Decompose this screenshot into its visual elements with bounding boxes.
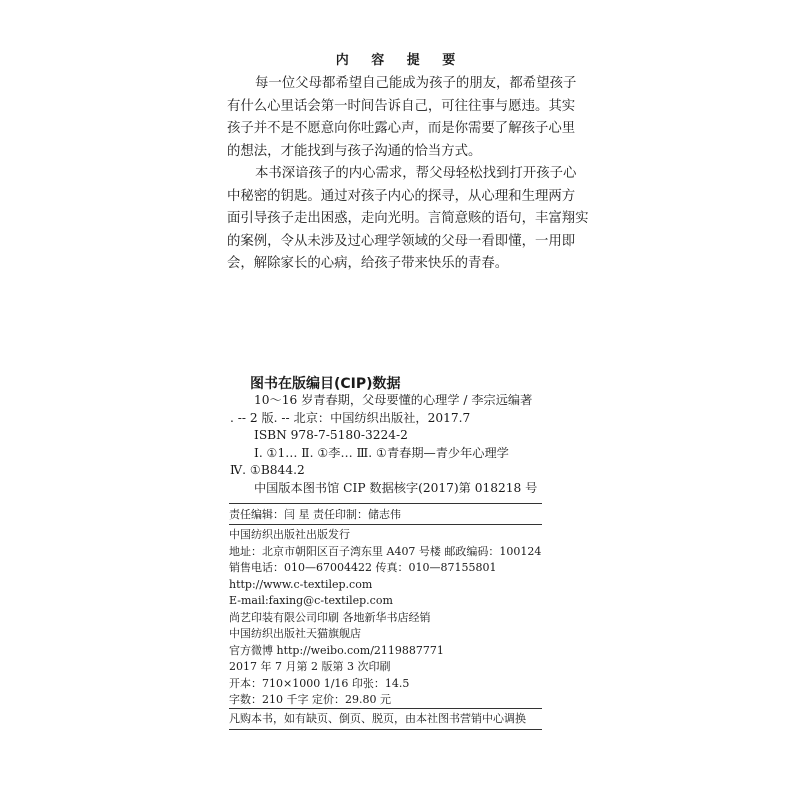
summary-paragraph-1 (227, 73, 577, 163)
text-line: 每一位父母都希望自己能成为孩子的朋友，都希望孩子 (255, 76, 577, 91)
format-info: 开本：710×1000 1/16 印张：14.5 (229, 676, 410, 690)
text-line: 会，解除家长的心病，给孩子带来快乐的青春。 (227, 256, 509, 271)
divider (229, 524, 542, 525)
text-line: 的想法，才能找到与孩子沟通的恰当方式。 (227, 143, 482, 159)
divider (229, 708, 542, 709)
price-info: 字数：210 千字 定价：29.80 元 (229, 693, 391, 706)
cip-isbn-line: ISBN 978-7-5180-3224-2 (254, 428, 408, 443)
publisher-address: 地址：北京市朝阳区百子湾东里 A407 号楼 邮政编码：100124 (229, 544, 542, 558)
cip-edition-line: . -- 2 版. -- 北京：中国纺织出版社，2017.7 (230, 410, 471, 425)
text-line: 有什么心里话会第一时间告诉自己，可往往事与愿违。其实 (227, 98, 576, 114)
return-notice: 凡购本书，如有缺页、倒页、脱页，由本社图书营销中心调换 (229, 712, 526, 725)
publisher-weibo: 官方微博 http://weibo.com/2119887771 (229, 643, 444, 657)
text-line: 本书深谙孩子的内心需求，帮父母轻松找到打开孩子心 (255, 166, 577, 181)
publisher-website: http://www.c-textilep.com (229, 577, 373, 591)
cip-title-line: 10～16 岁青春期，父母要懂的心理学 / 李宗远编著 (254, 393, 533, 407)
cip-classification-line: Ⅳ. ①B844.2 (230, 463, 305, 478)
divider (229, 729, 542, 730)
publisher-email: E-mail:faxing@c-textilep.com (229, 594, 393, 607)
text-line: 的案例，令从未涉及过心理学领域的父母一看即懂，一用即 (227, 233, 576, 249)
summary-title: 内 容 提 要 (335, 53, 465, 68)
cip-heading: 图书在版编目(CIP)数据 (250, 376, 401, 392)
print-edition: 2017 年 7 月第 2 版第 3 次印刷 (229, 660, 391, 673)
text-line: 孩子并不是不愿意向你吐露心声，而是你需要了解孩子心里 (227, 121, 576, 136)
summary-paragraph-2 (227, 163, 589, 276)
cip-record-line: 中国版本图书馆 CIP 数据核字(2017)第 018218 号 (254, 480, 538, 495)
publisher-phone: 销售电话：010—67004422 传真：010—87155801 (229, 561, 497, 574)
text-line: 面引导孩子走出困惑，走向光明。言简意赅的语句，丰富翔实 (227, 211, 589, 226)
text-line: 中秘密的钥匙。通过对孩子内心的探寻，从心理和生理两方 (227, 188, 576, 204)
cip-subject-line: Ⅰ. ①1… Ⅱ. ①李… Ⅲ. ①青春期—青少年心理学 (254, 445, 509, 460)
publisher-block (229, 527, 541, 709)
cip-block (230, 392, 537, 498)
divider (229, 503, 542, 504)
publisher-store: 中国纺织出版社天猫旗舰店 (229, 627, 361, 640)
publisher-printer: 尚艺印装有限公司印刷 各地新华书店经销 (229, 610, 431, 624)
publisher-name: 中国纺织出版社出版发行 (229, 528, 350, 541)
editors-line: 责任编辑：闫 星 责任印制：储志伟 (229, 508, 401, 521)
